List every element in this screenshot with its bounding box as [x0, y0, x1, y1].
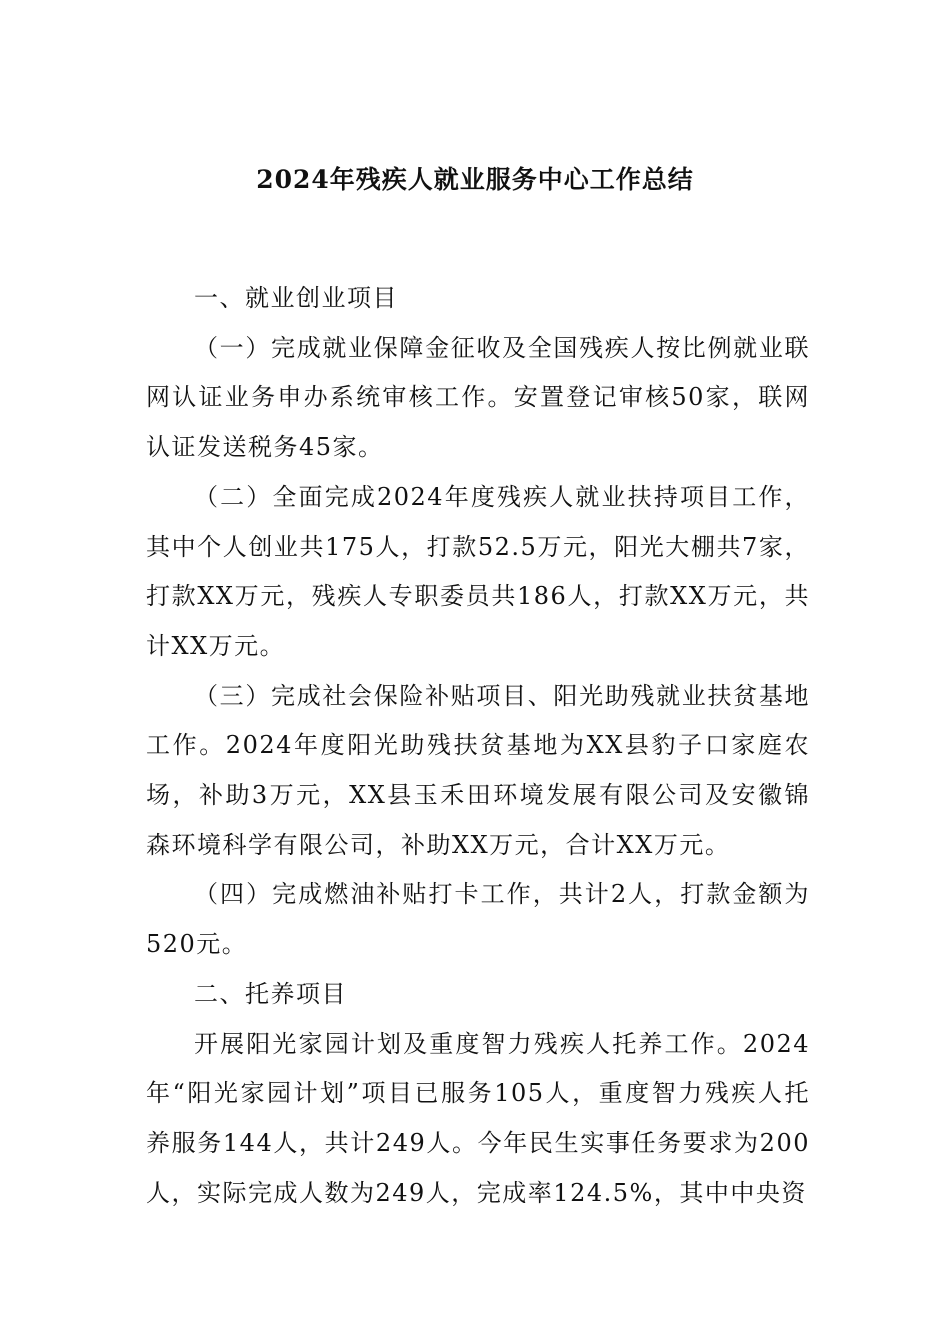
- document-body: [146, 274, 810, 1218]
- document-title: 2024年残疾人就业服务中心工作总结: [256, 165, 694, 194]
- section-heading-employment: 一、就业创业项目: [194, 284, 398, 312]
- paragraph-care-project: 开展阳光家园计划及重度智力残疾人托养工作。2024年“阳光家园计划”项目已服务105人，重度智力残疾人托养服务144人，共计249人。今年民生实事任务要求为200人，实际完成人数为249人，完成率124.5%，其中中央资: [146, 1029, 810, 1207]
- section-heading-care: 二、托养项目: [194, 979, 347, 1008]
- paragraph-item-1: （一）完成就业保障金征收及全国残疾人按比例就业联网认证业务申办系统审核工作。安置登记审核50家，联网认证发送税务45家。: [146, 333, 810, 462]
- paragraph-item-3: （三）完成社会保险补贴项目、阳光助残就业扶贫基地工作。2024年度阳光助残扶贫基地为XX县豹子口家庭农场，补助3万元，XX县玉禾田环境发展有限公司及安徽锦森环境科学有限公司，补助XX万元，合计XX万元。: [146, 681, 810, 859]
- paragraph-item-4: （四）完成燃油补贴打卡工作，共计2人，打款金额为520元。: [146, 880, 810, 959]
- paragraph-item-2: （二）全面完成2024年度残疾人就业扶持项目工作，其中个人创业共175人，打款52.5万元，阳光大棚共7家，打款XX万元，残疾人专职委员共186人，打款XX万元，共计XX万元。: [146, 482, 810, 660]
